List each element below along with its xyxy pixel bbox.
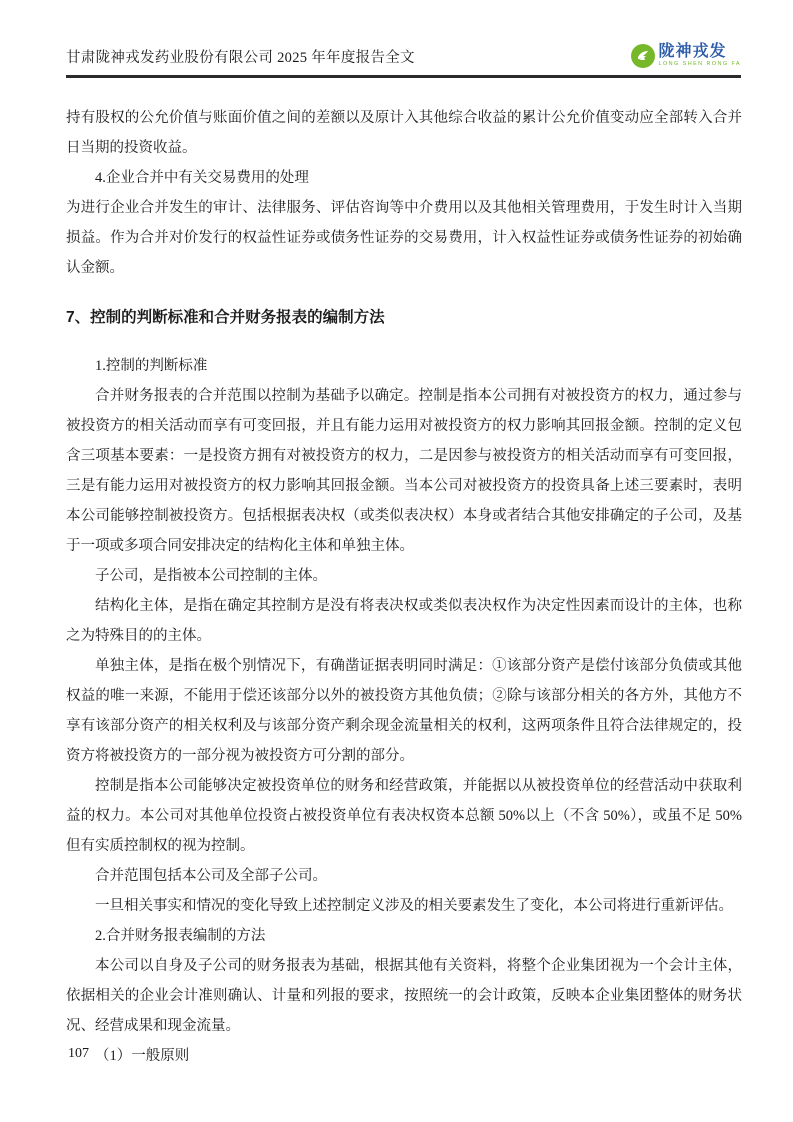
- section-7-heading: 7、控制的判断标准和合并财务报表的编制方法: [66, 309, 385, 326]
- paragraph-carryover: 持有股权的公允价值与账面价值之间的差额以及原计入其他综合收益的累计公允价值变动应全部转入合并日当期的投资收益。: [66, 110, 742, 156]
- paragraph-control-scope: 合并财务报表的合并范围以控制为基础予以确定。控制是指本公司拥有对被投资方的权力，通过参与被投资方的相关活动而享有可变回报，并且有能力运用对被投资方的权力影响其回报金额。控制的定义包含三项基本要素：一是投资方拥有对被投资方的权力，二是因参与被投资方的相关活动而享有可变回报，三是有能力运用对被投资方的权力影响其回报金额。当本公司对被投资方的投资具备上述三要素时，表明本公司能够控制被投资方。包括根据表决权（或类似表决权）本身或者结合其他安排确定的子公司，及基于一项或多项合同安排决定的结构化主体和单独主体。: [66, 388, 742, 554]
- logo-english-name: LONG SHEN RONG FA: [658, 61, 741, 68]
- paragraph-general-principle: （1）一般原则: [95, 1048, 190, 1064]
- paragraph-separate-entity: 单独主体，是指在极个别情况下，有确凿证据表明同时满足：①该部分资产是偿付该部分负债或其他权益的唯一来源，不能用于偿还该部分以外的被投资方其他负债；②除与该部分相关的各方外，其他方不享有该部分资产的相关权利及与该部分资产剩余现金流量相关的权利，这两项条件且符合法律规定的，投资方将被投资方的一部分视为被投资方可分割的部分。: [66, 658, 742, 764]
- paragraph-control-definition: 控制是指本公司能够决定被投资单位的财务和经营政策，并能据以从被投资单位的经营活动中获取利益的权力。本公司对其他单位投资占被投资单位有表决权资本总额 50%以上（不含 50%），或虽不足 50%但有实质控制权的视为控制。: [66, 778, 742, 854]
- paragraph-subsidiary: 子公司，是指被本公司控制的主体。: [95, 568, 327, 584]
- page-header: [66, 44, 741, 78]
- page-number: 107: [68, 1046, 89, 1061]
- logo-bird-icon: [631, 44, 655, 68]
- company-logo: [631, 44, 741, 69]
- item-4-heading: 4.企业合并中有关交易费用的处理: [95, 170, 309, 186]
- paragraph-method: 本公司以自身及子公司的财务报表为基础，根据其他有关资料，将整个企业集团视为一个会计主体，依据相关的企业会计准则确认、计量和列报的要求，按照统一的会计政策，反映本企业集团整体的财务状况、经营成果和现金流量。: [66, 958, 742, 1034]
- subsection-2-heading: 2.合并财务报表编制的方法: [95, 928, 266, 944]
- paragraph-consolidation-scope: 合并范围包括本公司及全部子公司。: [95, 868, 327, 884]
- document-body: [66, 103, 742, 1071]
- logo-chinese-name: 陇神戎发: [658, 43, 727, 61]
- paragraph-transaction-fees: 为进行企业合并发生的审计、法律服务、评估咨询等中介费用以及其他相关管理费用，于发生时计入当期损益。作为合并对价发行的权益性证券或债务性证券的交易费用，计入权益性证券或债务性证券的初始确认金额。: [66, 200, 742, 276]
- subsection-1-heading: 1.控制的判断标准: [95, 358, 208, 374]
- report-title: 甘肃陇神戎发药业股份有限公司 2025 年年度报告全文: [66, 50, 415, 66]
- paragraph-reassessment: 一旦相关事实和情况的变化导致上述控制定义涉及的相关要素发生了变化，本公司将进行重新评估。: [95, 898, 733, 914]
- logo-text-block: [659, 44, 741, 68]
- paragraph-structured-entity: 结构化主体，是指在确定其控制方是没有将表决权或类似表决权作为决定性因素而设计的主体，也称之为特殊目的的主体。: [66, 598, 742, 644]
